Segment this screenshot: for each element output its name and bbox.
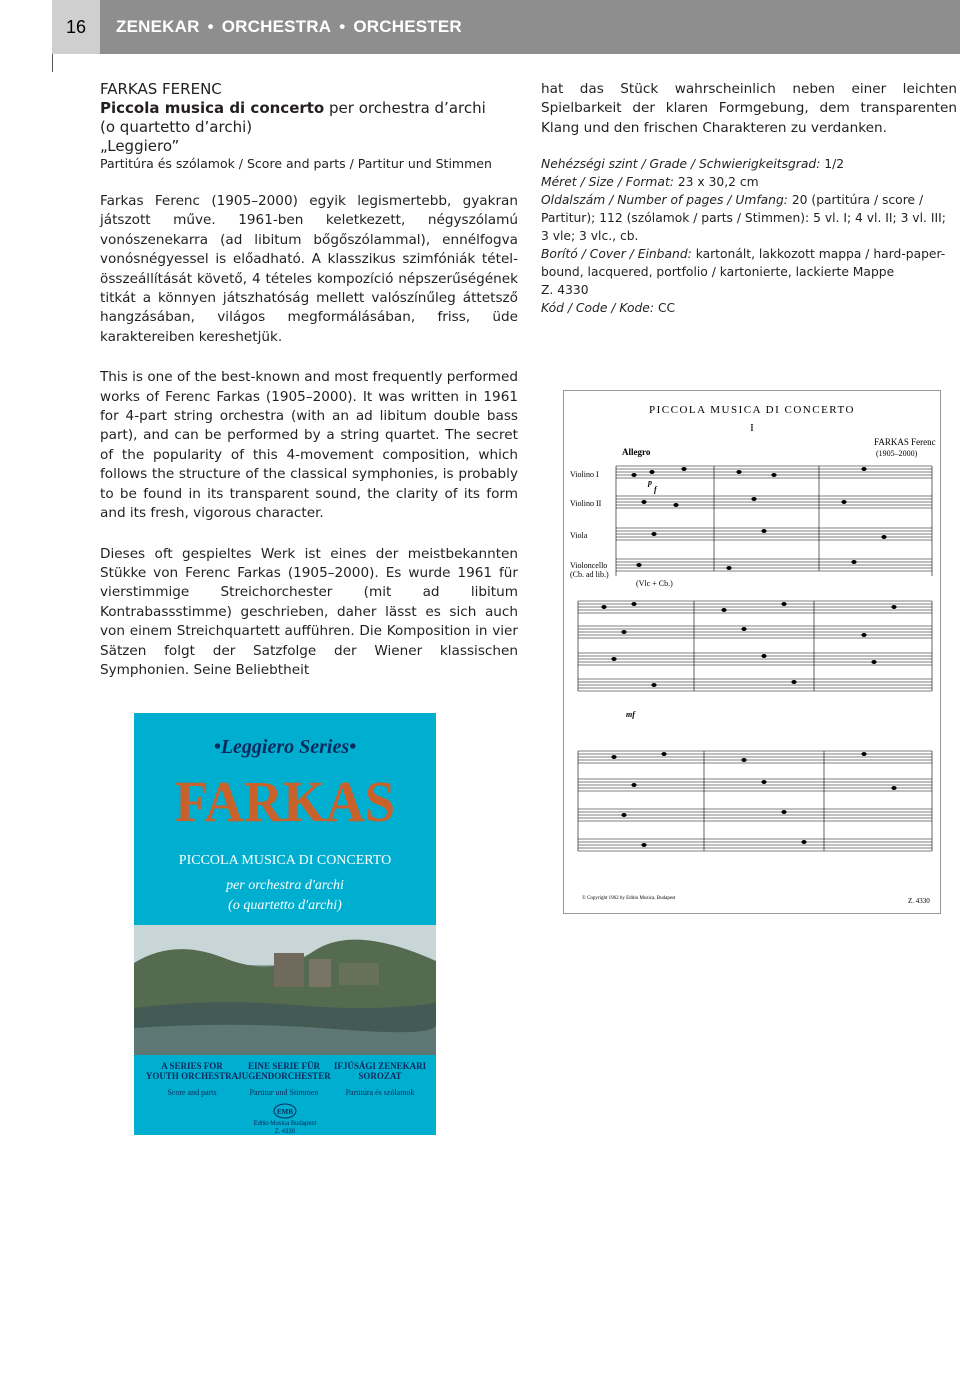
description-de-continued: hat das Stück wahrscheinlich neben einer leichten Spielbarkeit der klaren Formgebung, dem transparenten Klang und den frischen Charakteren zu verdanken. (541, 81, 957, 136)
cover-parts-labels (167, 1088, 414, 1097)
description-hu: Farkas Ferenc (1905–2000) egyik legismertebb, gyakran játszott műve. 1961-ben keletkezett, négyszólamú vonószenekarra (ad libitum bőgőszólammal), ennélfogva vonósnégyessel is előadható. A klasszikus szimfóniák tétel-összeállítását követő, 4 tételes kompozíció népszerűségének titkát a könnyen játszhatóság mellett valószínűleg áttetsző hangzásában, világos megformálásában, friss, üde karaktereiben kereshetjük. (100, 193, 518, 345)
staff-system-2 (578, 601, 932, 691)
header-rule (52, 54, 53, 72)
work-title-main: Piccola musica di concerto (100, 99, 325, 117)
section-de: ORCHESTER (353, 17, 462, 36)
left-column (100, 80, 518, 680)
cover-series-en-2: YOUTH ORCHESTRA (145, 1071, 239, 1081)
spec-grade-label: Nehézségi szint / Grade / Schwierigkeitsgrad: (541, 157, 821, 172)
dynamic-f: f (654, 485, 657, 494)
label-violino-2: Violino II (570, 499, 602, 508)
work-subtitle: „Leggiero” (100, 137, 180, 155)
cover-photo (134, 925, 436, 1055)
dynamic-mf: mf (626, 710, 635, 719)
spec-catalog: Z. 4330 (541, 283, 589, 298)
cover-subtitle-1: per orchestra d'archi (226, 878, 344, 893)
score-dates: (1905–2000) (876, 449, 918, 458)
score-notes (601, 467, 896, 847)
cover-parts-en: Score and parts (167, 1088, 217, 1097)
score-title: PICCOLA MUSICA DI CONCERTO (649, 404, 855, 416)
label-viola: Viola (570, 531, 588, 540)
score-plate: Z. 4330 (908, 897, 930, 905)
cover-series-labels (146, 1061, 427, 1081)
score-copyright: © Copyright 1962 by Editio Musica, Budapest (582, 896, 676, 901)
cover-series-hu-1: IFJÚSÁGI ZENEKARI (333, 1061, 427, 1071)
description-en: This is one of the best-known and most frequently performed works of Ferenc Farkas (1905–2000). It was written in 1961 for 4-part string orchestra (with an ad libitum double bass part), and can be performed by a string quartet. The secret of the popularity of this 4-movement composition, which follows the structure of the classical symphonies, is probably to be found in its transparent sound, the clarity of its form and its fresh, vigorous character. (100, 369, 518, 522)
section-hu: ZENEKAR (116, 17, 200, 36)
cover-subtitle-2: (o quartetto d'archi) (228, 898, 342, 913)
cover-series-en-1: A SERIES FOR (161, 1061, 223, 1071)
spec-size-value: 23 x 30,2 cm (673, 175, 759, 190)
spec-cover (541, 245, 957, 281)
section-header (100, 0, 960, 54)
cover-series-hu-2: SOROZAT (358, 1071, 402, 1081)
spec-code-label: Kód / Code / Kode: (541, 301, 655, 316)
score-tempo: Allegro (622, 447, 651, 457)
label-violoncello: Violoncello (570, 561, 608, 570)
cover-title: PICCOLA MUSICA DI CONCERTO (178, 853, 392, 868)
cover-series: •Leggiero Series• (213, 736, 357, 758)
page-number: 16 (52, 0, 100, 54)
spec-code (541, 299, 957, 317)
dynamic-p: p (648, 478, 652, 487)
cover-image (134, 713, 436, 1135)
work-title-alt: (o quartetto d’archi) (100, 118, 253, 136)
separator-dot: • (207, 17, 214, 36)
work-title-rest: per orchestra d’archi (324, 99, 486, 117)
cover-parts-hu: Partitúra és szólamok (345, 1088, 415, 1097)
label-contrabass: (Cb. ad lib.) (570, 570, 609, 579)
spec-grade (541, 155, 957, 173)
score-instrument-labels (570, 470, 673, 719)
spec-size-label: Méret / Size / Format: (541, 175, 674, 190)
spec-cover-label: Borító / Cover / Einband: (541, 247, 692, 262)
cover-logo-text: EMB (277, 1108, 293, 1116)
description-de: Dieses oft gespieltes Werk ist eines der meistbekannten Stükke von Ferenc Farkas (1905–2000). Es wurde 1961 für vierstimmige Streichorchester (mit ad libitum Kontrabassstimme) geschrieben, daher lässt es sich auch von einem Streichquartett aufführen. Die Komposition in vier Sätzen folgt der Satzfolge der Wiener klassischen Symphonien. Seine Beliebtheit (100, 545, 518, 678)
spec-pages (541, 191, 957, 245)
staff-system-1 (616, 466, 932, 576)
staff-system-3 (578, 751, 932, 851)
score-movement: I (750, 422, 754, 434)
cover-series-de-2: JUGENDORCHESTER (237, 1071, 331, 1081)
cover-name: FARKAS (175, 769, 395, 834)
spec-cover-value: kartonált, lakkozott mappa / hard-paper-bound, lacquered, portfolio / kartonierte, lackierte Mappe (541, 247, 946, 280)
spec-grade-value: 1/2 (820, 157, 845, 172)
label-violino-1: Violino I (570, 470, 599, 479)
spec-pages-value: 20 (partitúra / score / Partitur); 112 (szólamok / parts / Stimmen): 5 vl. I; 4 vl. II; 3 vl. III; 3 vle; 3 vlc., cb. (541, 193, 946, 244)
cover-catalog: Z. 4330 (274, 1129, 296, 1135)
spec-pages-label: Oldalszám / Number of pages / Umfang: (541, 193, 788, 208)
score-sample-image (563, 390, 941, 914)
cover-drawing (134, 713, 436, 1135)
separator-dot: • (339, 17, 346, 36)
cover-parts-de: Partitur und Stimmen (249, 1088, 319, 1097)
composer-name: FARKAS FERENC (100, 80, 222, 98)
spec-size (541, 173, 957, 191)
score-composer: FARKAS Ferenc (874, 437, 936, 447)
edition-type: Partitúra és szólamok / Score and parts / Partitur und Stimmen (100, 156, 492, 171)
work-title (100, 99, 518, 118)
cover-publisher: Editio Musica Budapest (253, 1121, 317, 1127)
spec-code-value: CC (654, 301, 676, 316)
cover-series-de-1: EINE SERIE FÜR (247, 1061, 321, 1071)
score-cue: (Vlc + Cb.) (636, 579, 673, 588)
section-en: ORCHESTRA (221, 17, 332, 36)
right-column (541, 80, 957, 317)
score-drawing (564, 391, 940, 913)
